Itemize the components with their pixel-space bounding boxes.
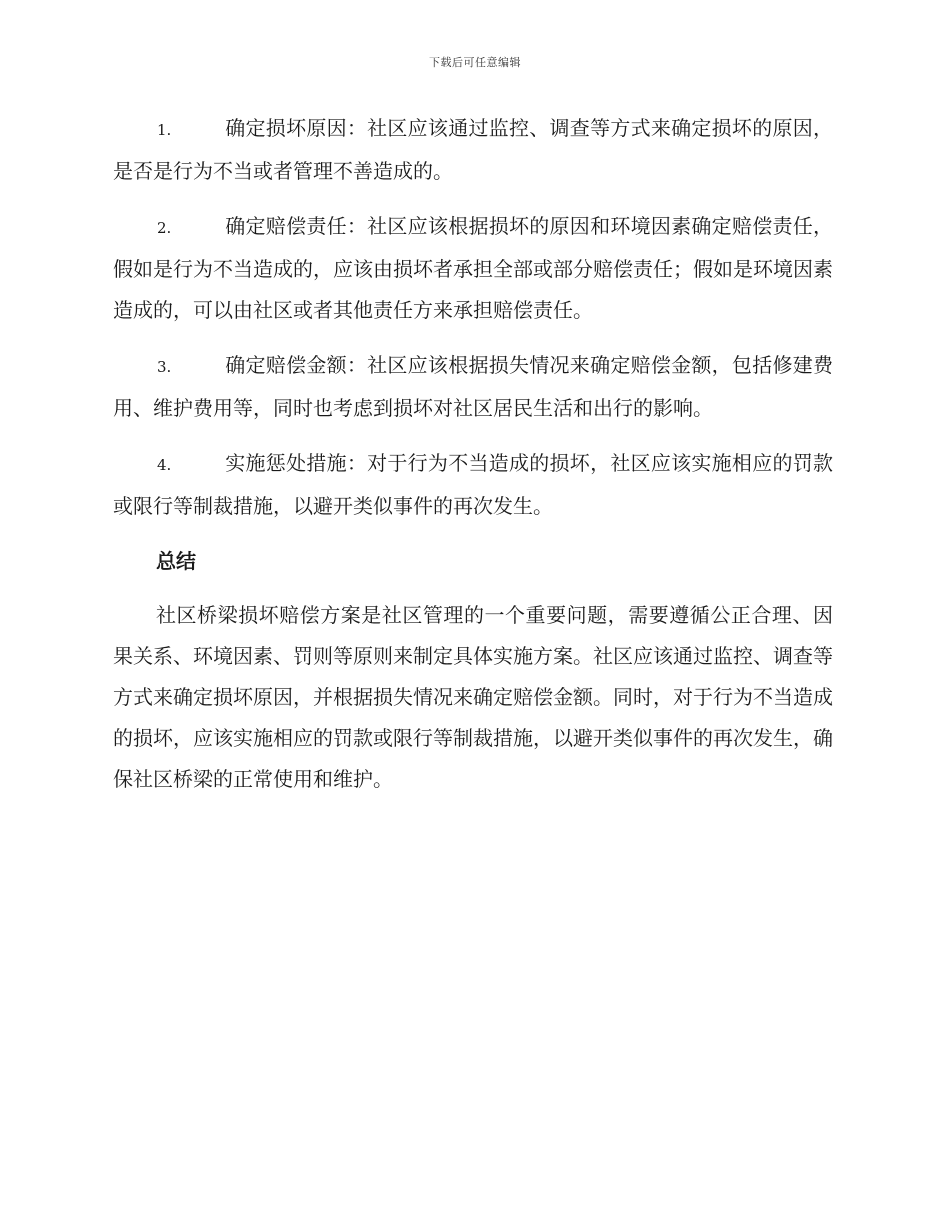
list-item-3 [113,345,833,429]
list-item-text: 确定赔偿金额：社区应该根据损失情况来确定赔偿金额，包括修建费用、维护费用等，同时也考虑到损坏对社区居民生活和出行的影响。 [113,353,833,420]
header-note: 下载后可任意编辑 [429,56,521,69]
list-item-2 [113,206,833,331]
list-item-1 [113,108,833,192]
list-item-text: 确定损坏原因：社区应该通过监控、调查等方式来确定损坏的原因，是否是行为不当或者管理不善造成的。 [113,116,833,183]
list-item-number: 1. [157,121,172,139]
list-item-text: 确定赔偿责任：社区应该根据损坏的原因和环境因素确定赔偿责任，假如是行为不当造成的，应该由损坏者承担全部或部分赔偿责任；假如是环境因素造成的，可以由社区或者其他责任方来承担赔偿责任。 [113,214,833,322]
summary-paragraph: 社区桥梁损坏赔偿方案是社区管理的一个重要问题，需要遵循公正合理、因果关系、环境因素、罚则等原则来制定具体实施方案。社区应该通过监控、调查等方式来确定损坏原因，并根据损失情况来确定赔偿金额。同时，对于行为不当造成的损坏，应该实施相应的罚款或限行等制裁措施，以避开类似事件的再次发生，确保社区桥梁的正常使用和维护。 [113,603,833,791]
list-item-number: 3. [157,358,172,376]
summary-heading: 总结 [156,549,196,573]
list-item-text: 实施惩处措施：对于行为不当造成的损坏，社区应该实施相应的罚款或限行等制裁措施，以避开类似事件的再次发生。 [113,451,833,518]
list-item-number: 2. [157,219,172,237]
list-item-number: 4. [157,456,172,474]
list-item-4 [113,443,833,527]
document-body [113,108,833,800]
